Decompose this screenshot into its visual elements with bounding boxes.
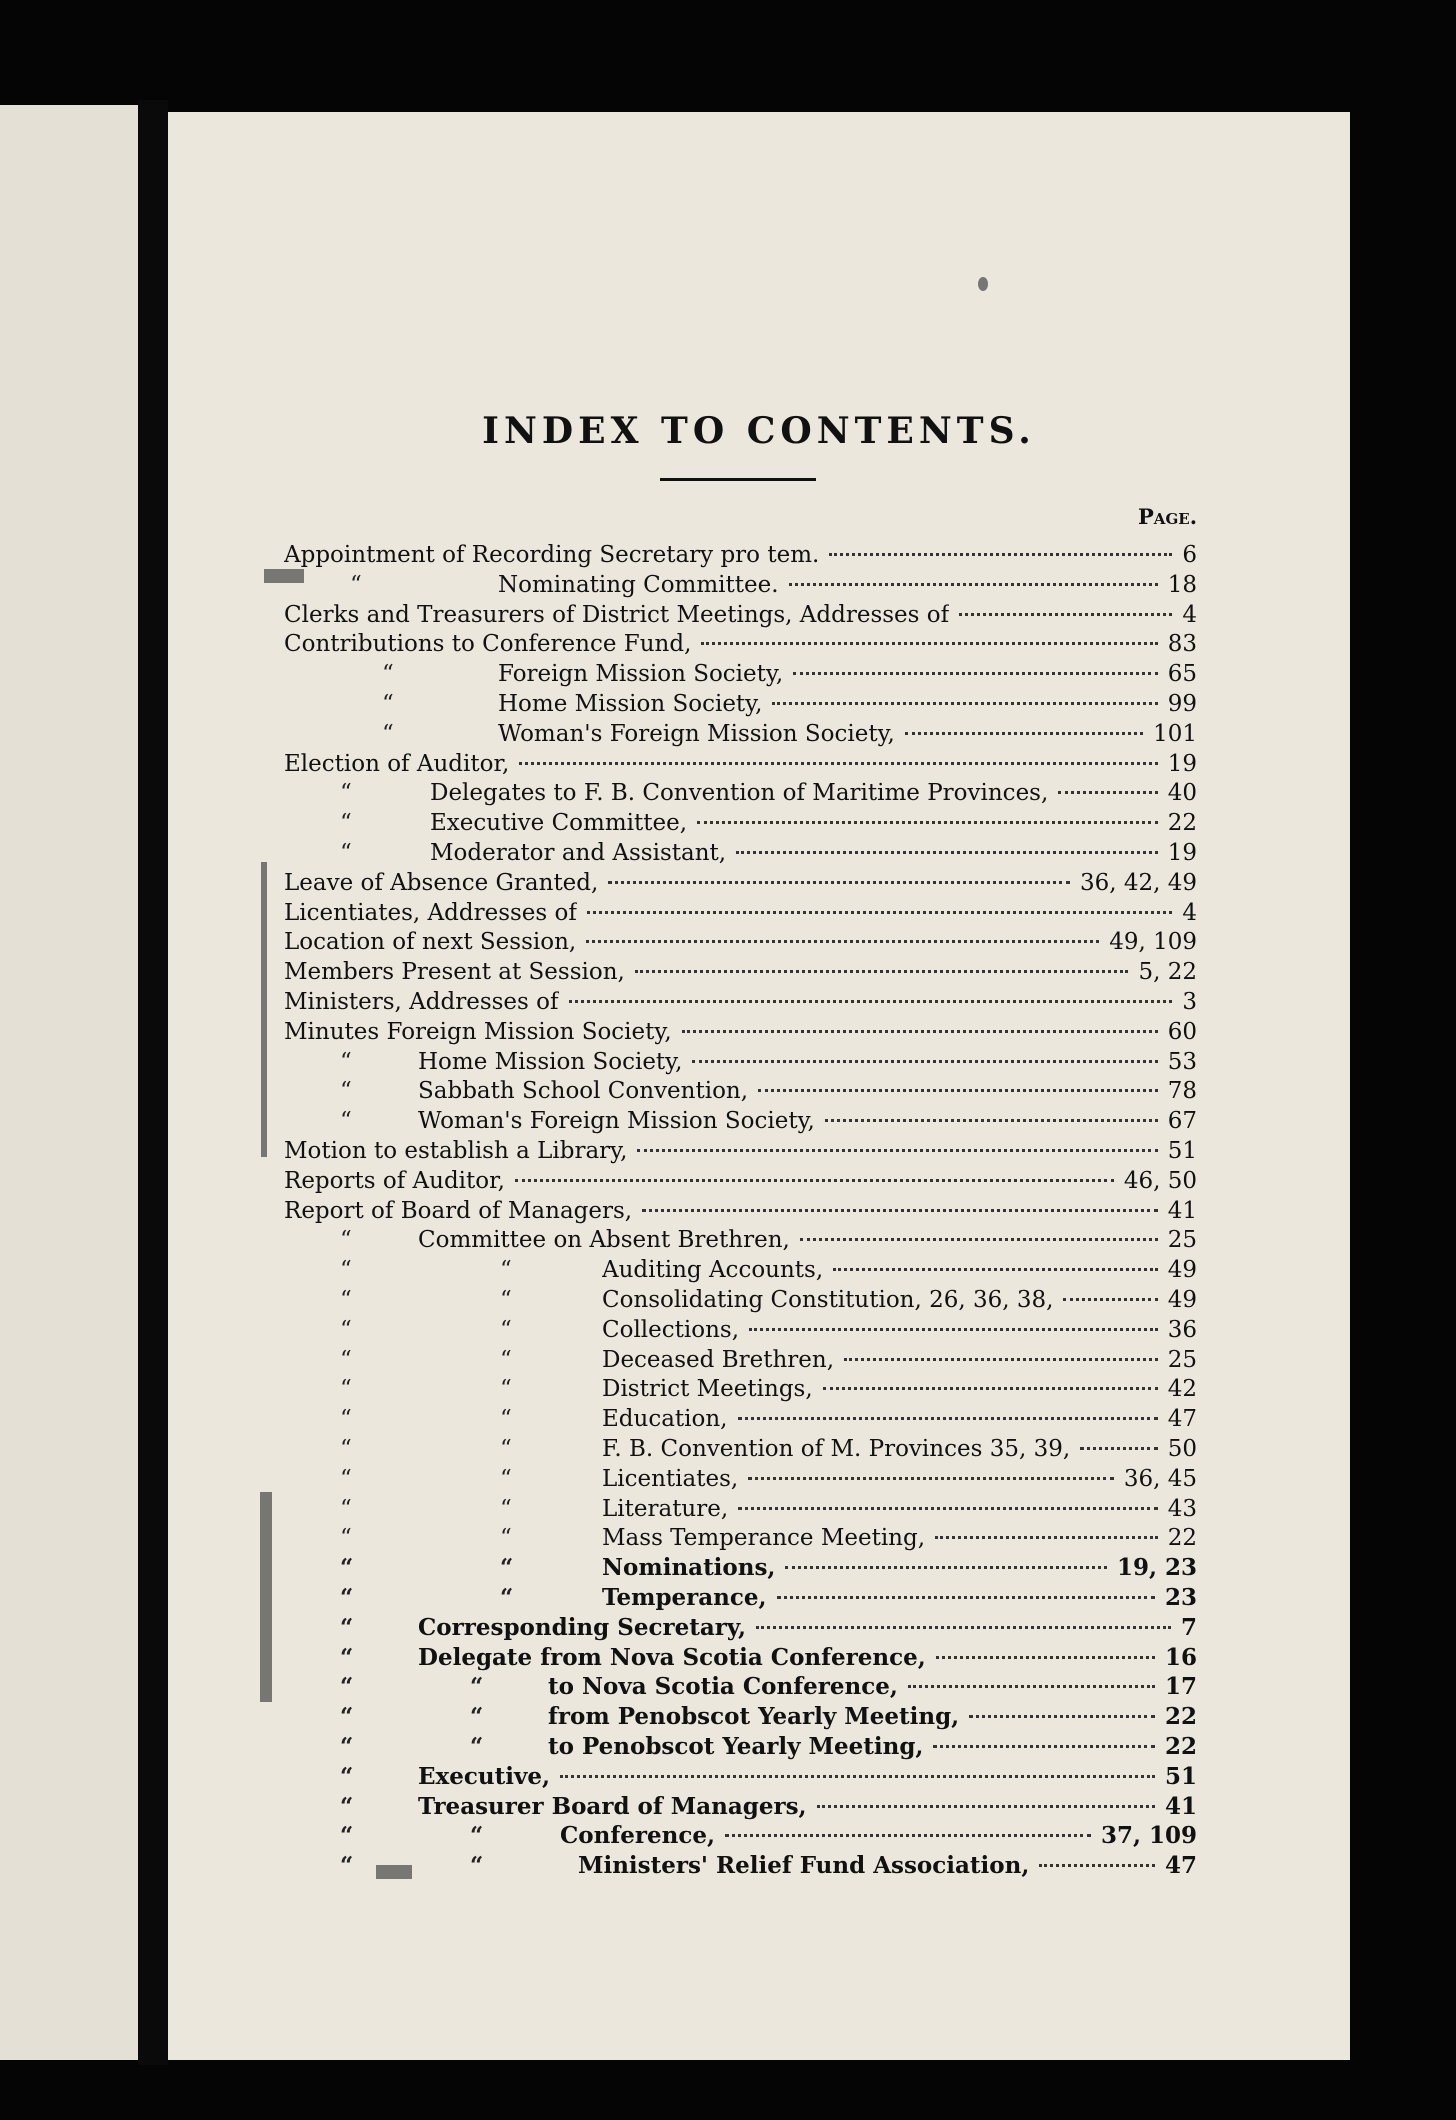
entry-page-number: 3 <box>1182 989 1197 1015</box>
dot-leader <box>1039 1860 1155 1867</box>
ink-smudge <box>376 1865 412 1879</box>
ditto-mark: “ <box>340 1436 352 1462</box>
entry-title: Auditing Accounts, <box>602 1257 824 1284</box>
dot-leader <box>1063 1294 1157 1301</box>
page-column-heading: Page. <box>1138 504 1197 529</box>
dot-leader <box>758 1085 1158 1092</box>
dot-leader <box>1058 787 1157 794</box>
dot-leader <box>697 817 1158 824</box>
dot-leader <box>933 1741 1155 1748</box>
index-entry <box>168 1851 1197 1881</box>
entry-page-number: 101 <box>1153 720 1197 747</box>
ditto-mark: “ <box>500 1406 512 1433</box>
entry-page-number: 67 <box>1167 1108 1197 1135</box>
ditto-mark: “ <box>340 1852 354 1880</box>
entry-title: Delegate from Nova Scotia Conference, <box>418 1643 926 1671</box>
entry-title: Foreign Mission Society, <box>498 661 784 688</box>
entry-title: Moderator and Assistant, <box>430 840 727 866</box>
entry-title: Woman's Foreign Mission Society, <box>498 720 895 747</box>
ink-smudge <box>260 1492 272 1702</box>
index-entry <box>168 1136 1197 1166</box>
entry-page-number: 36 <box>1167 1316 1197 1343</box>
entry-title: Ministers, Addresses of <box>284 989 559 1015</box>
entry-page-number: 4 <box>1182 601 1197 628</box>
entry-title: Consolidating Constitution, 26, 36, 38, <box>602 1287 1054 1313</box>
dot-leader <box>738 1413 1158 1420</box>
entry-title: Temperance, <box>602 1584 767 1611</box>
index-entry <box>168 1166 1197 1196</box>
index-entry <box>168 1106 1197 1136</box>
entry-title: Members Present at Session, <box>284 959 625 986</box>
ditto-mark: “ <box>470 1733 484 1760</box>
entry-page-number: 25 <box>1167 1346 1197 1373</box>
entry-title: Nominating Committee. <box>498 571 779 598</box>
index-entry <box>168 1702 1197 1732</box>
index-entry <box>168 1017 1197 1047</box>
index-entry <box>168 808 1197 838</box>
dot-leader <box>637 1145 1157 1152</box>
entry-page-number: 19 <box>1167 840 1197 866</box>
entry-title: Treasurer Board of Managers, <box>418 1792 807 1820</box>
ditto-mark: “ <box>340 1406 352 1433</box>
index-entry <box>168 1196 1197 1226</box>
index-entry <box>168 987 1197 1017</box>
dot-leader <box>793 668 1158 675</box>
dot-leader <box>905 728 1143 735</box>
index-entry <box>168 1494 1197 1524</box>
ditto-mark: “ <box>340 840 352 866</box>
entry-page-number: 7 <box>1180 1613 1197 1641</box>
entry-page-number: 42 <box>1167 1376 1197 1403</box>
index-entry <box>168 868 1197 898</box>
entry-page-number: 22 <box>1164 1703 1197 1731</box>
entry-page-number: 36, 45 <box>1123 1465 1197 1492</box>
dot-leader <box>682 1026 1158 1033</box>
ditto-mark: “ <box>500 1554 514 1582</box>
index-entry <box>168 1762 1197 1792</box>
entry-page-number: 18 <box>1167 571 1197 598</box>
entry-page-number: 4 <box>1182 899 1197 926</box>
dot-leader <box>772 698 1157 705</box>
entry-title: to Nova Scotia Conference, <box>548 1673 898 1701</box>
ditto-mark: “ <box>340 780 352 807</box>
entry-page-number: 23 <box>1164 1584 1197 1611</box>
entry-title: Reports of Auditor, <box>284 1167 505 1194</box>
facing-page-edge <box>0 105 150 2060</box>
dot-leader <box>785 1562 1107 1569</box>
entry-page-number: 51 <box>1167 1138 1197 1164</box>
dot-leader <box>519 758 1157 765</box>
ditto-mark: “ <box>340 1613 354 1641</box>
index-entry <box>168 600 1197 630</box>
dot-leader <box>725 1830 1091 1837</box>
dot-leader <box>560 1771 1155 1778</box>
entry-title: Collections, <box>602 1316 740 1343</box>
entry-page-number: 16 <box>1164 1643 1197 1671</box>
index-entry <box>168 540 1197 570</box>
entry-title: Delegates to F. B. Convention of Maritime Provinces, <box>430 780 1049 807</box>
entry-title: Clerks and Treasurers of District Meetings, Addresses of <box>284 601 950 628</box>
ditto-mark: “ <box>470 1703 484 1731</box>
entry-title: Leave of Absence Granted, <box>284 869 599 896</box>
index-entry <box>168 1732 1197 1762</box>
entry-title: Conference, <box>560 1822 716 1850</box>
ditto-mark: “ <box>500 1584 514 1611</box>
index-entry <box>168 1643 1197 1673</box>
entry-page-number: 36, 42, 49 <box>1079 869 1197 896</box>
ditto-mark: “ <box>500 1376 512 1403</box>
index-entry <box>168 1315 1197 1345</box>
dot-leader <box>515 1175 1114 1182</box>
index-entry <box>168 927 1197 957</box>
dot-leader <box>569 996 1173 1003</box>
entry-page-number: 19 <box>1167 750 1197 777</box>
ditto-mark: “ <box>470 1852 484 1880</box>
index-entry <box>168 778 1197 808</box>
ditto-mark: “ <box>382 720 394 747</box>
dot-leader <box>829 549 1172 556</box>
entry-title: from Penobscot Yearly Meeting, <box>548 1703 960 1731</box>
entry-page-number: 17 <box>1164 1673 1197 1701</box>
dot-leader <box>692 1056 1157 1063</box>
dot-leader <box>736 847 1158 854</box>
ditto-mark: “ <box>500 1495 512 1522</box>
entry-title: Education, <box>602 1406 728 1433</box>
entry-page-number: 22 <box>1164 1733 1197 1760</box>
index-entry <box>168 1047 1197 1077</box>
dot-leader <box>969 1711 1155 1718</box>
entry-title: Licentiates, <box>602 1465 739 1492</box>
entry-title: Sabbath School Convention, <box>418 1078 749 1105</box>
entry-page-number: 49 <box>1167 1257 1197 1284</box>
page-title: INDEX TO CONTENTS. <box>482 410 1036 452</box>
entry-title: Appointment of Recording Secretary pro tem. <box>284 542 820 568</box>
entry-page-number: 51 <box>1164 1762 1197 1790</box>
index-entry <box>168 1374 1197 1404</box>
ink-smudge <box>978 277 988 291</box>
entry-title: to Penobscot Yearly Meeting, <box>548 1733 924 1760</box>
entry-page-number: 6 <box>1182 542 1197 568</box>
dot-leader <box>748 1473 1114 1480</box>
entry-page-number: 49 <box>1167 1287 1197 1313</box>
dot-leader <box>936 1652 1155 1659</box>
entry-page-number: 41 <box>1167 1197 1197 1224</box>
dot-leader <box>642 1205 1158 1212</box>
ditto-mark: “ <box>340 1316 352 1343</box>
dot-leader <box>789 579 1158 586</box>
index-entry <box>168 1464 1197 1494</box>
index-entry <box>168 838 1197 868</box>
entry-title: Executive Committee, <box>430 810 688 837</box>
index-entry <box>168 1255 1197 1285</box>
index-entry <box>168 629 1197 659</box>
index-entry <box>168 1345 1197 1375</box>
ditto-mark: “ <box>382 661 394 688</box>
ditto-mark: “ <box>500 1287 512 1313</box>
index-entry <box>168 1434 1197 1464</box>
entry-title: Motion to establish a Library, <box>284 1138 628 1164</box>
dot-leader <box>635 966 1129 973</box>
entry-page-number: 78 <box>1167 1078 1197 1105</box>
index-entry <box>168 1523 1197 1553</box>
ditto-mark: “ <box>340 1465 352 1492</box>
entry-page-number: 65 <box>1167 661 1197 688</box>
index-entry <box>168 749 1197 779</box>
title-rule <box>660 478 816 481</box>
dot-leader <box>1080 1443 1158 1450</box>
dot-leader <box>825 1115 1158 1122</box>
ditto-mark: “ <box>340 1287 352 1313</box>
dot-leader <box>844 1354 1158 1361</box>
ditto-mark: “ <box>340 1078 352 1105</box>
ditto-mark: “ <box>340 1048 352 1075</box>
entry-page-number: 19, 23 <box>1116 1554 1197 1582</box>
index-entry <box>168 659 1197 689</box>
entry-title: Licentiates, Addresses of <box>284 899 577 926</box>
index-entry <box>168 1583 1197 1613</box>
entry-page-number: 49, 109 <box>1109 929 1197 956</box>
entry-page-number: 53 <box>1167 1048 1197 1075</box>
entry-title: Mass Temperance Meeting, <box>602 1525 926 1552</box>
ditto-mark: “ <box>500 1316 512 1343</box>
ditto-mark: “ <box>340 1257 352 1284</box>
ditto-mark: “ <box>340 1108 352 1135</box>
ditto-mark: “ <box>340 1822 354 1850</box>
entry-page-number: 22 <box>1167 810 1197 837</box>
index-entry <box>168 1553 1197 1583</box>
dot-leader <box>738 1503 1158 1510</box>
dot-leader <box>935 1532 1158 1539</box>
ditto-mark: “ <box>340 1584 354 1611</box>
entry-page-number: 47 <box>1164 1852 1197 1880</box>
dot-leader <box>823 1383 1158 1390</box>
index-entry <box>168 1225 1197 1255</box>
entry-title: Home Mission Society, <box>418 1048 683 1075</box>
ditto-mark: “ <box>340 1554 354 1582</box>
ditto-mark: “ <box>340 1495 352 1522</box>
entry-page-number: 25 <box>1167 1227 1197 1254</box>
ditto-mark: “ <box>470 1673 484 1701</box>
ditto-mark: “ <box>340 1703 354 1731</box>
entry-title: Minutes Foreign Mission Society, <box>284 1018 672 1045</box>
ditto-mark: “ <box>350 571 362 598</box>
entry-title: Location of next Session, <box>284 929 577 956</box>
ditto-mark: “ <box>500 1257 512 1284</box>
ditto-mark: “ <box>500 1346 512 1373</box>
index-entry <box>168 689 1197 719</box>
dot-leader <box>817 1801 1155 1808</box>
ditto-mark: “ <box>500 1525 512 1552</box>
dot-leader <box>800 1234 1158 1241</box>
entry-page-number: 40 <box>1167 780 1197 807</box>
ditto-mark: “ <box>340 1525 352 1552</box>
entry-page-number: 60 <box>1167 1018 1197 1045</box>
index-entry <box>168 570 1197 600</box>
dot-leader <box>608 877 1070 884</box>
entry-title: Ministers' Relief Fund Association, <box>578 1852 1030 1880</box>
entry-title: Woman's Foreign Mission Society, <box>418 1108 815 1135</box>
entry-page-number: 99 <box>1167 691 1197 717</box>
entry-title: F. B. Convention of M. Provinces 35, 39, <box>602 1436 1071 1462</box>
ditto-mark: “ <box>340 1673 354 1701</box>
index-page <box>168 112 1350 2060</box>
ink-smudge <box>261 862 267 1157</box>
ditto-mark: “ <box>340 1733 354 1760</box>
ditto-mark: “ <box>470 1822 484 1850</box>
index-entry <box>168 1792 1197 1822</box>
dot-leader <box>587 907 1172 914</box>
entry-page-number: 83 <box>1167 631 1197 658</box>
ditto-mark: “ <box>340 1762 354 1790</box>
dot-leader <box>833 1264 1158 1271</box>
entry-page-number: 46, 50 <box>1123 1167 1197 1194</box>
entry-page-number: 37, 109 <box>1100 1822 1197 1850</box>
ditto-mark: “ <box>340 1346 352 1373</box>
ditto-mark: “ <box>340 1792 354 1820</box>
entry-title: Home Mission Society, <box>498 691 763 717</box>
dot-leader <box>749 1324 1158 1331</box>
index-entry <box>168 1076 1197 1106</box>
entry-title: Contributions to Conference Fund, <box>284 631 692 658</box>
dot-leader <box>959 609 1172 616</box>
index-entry <box>168 957 1197 987</box>
entry-title: Corresponding Secretary, <box>418 1613 747 1641</box>
ditto-mark: “ <box>500 1436 512 1462</box>
ditto-mark: “ <box>340 1227 352 1254</box>
index-entry <box>168 719 1197 749</box>
entry-title: Committee on Absent Brethren, <box>418 1227 790 1254</box>
ditto-mark: “ <box>500 1465 512 1492</box>
entry-title: Nominations, <box>602 1554 776 1582</box>
index-entry <box>168 1821 1197 1851</box>
entry-title: Election of Auditor, <box>284 750 510 777</box>
index-entry <box>168 1404 1197 1434</box>
ditto-mark: “ <box>340 1643 354 1671</box>
book-gutter <box>138 100 168 2065</box>
entry-title: Literature, <box>602 1495 729 1522</box>
index-entry <box>168 1613 1197 1643</box>
entry-page-number: 47 <box>1167 1406 1197 1433</box>
entry-page-number: 5, 22 <box>1138 959 1197 986</box>
index-entry <box>168 898 1197 928</box>
entry-page-number: 22 <box>1167 1525 1197 1552</box>
ink-smudge <box>264 569 304 583</box>
entry-title: District Meetings, <box>602 1376 813 1403</box>
ditto-mark: “ <box>382 691 394 717</box>
dot-leader <box>756 1622 1171 1629</box>
entry-title: Executive, <box>418 1762 550 1790</box>
index-entry <box>168 1672 1197 1702</box>
entry-title: Deceased Brethren, <box>602 1346 834 1373</box>
index-entry <box>168 1285 1197 1315</box>
ditto-mark: “ <box>340 810 352 837</box>
dot-leader <box>908 1681 1155 1688</box>
ditto-mark: “ <box>340 1376 352 1403</box>
dot-leader <box>701 638 1157 645</box>
entry-page-number: 43 <box>1167 1495 1197 1522</box>
entry-page-number: 41 <box>1164 1792 1197 1820</box>
dot-leader <box>586 936 1099 943</box>
entry-page-number: 50 <box>1167 1436 1197 1462</box>
entry-title: Report of Board of Managers, <box>284 1197 633 1224</box>
dot-leader <box>777 1592 1155 1599</box>
